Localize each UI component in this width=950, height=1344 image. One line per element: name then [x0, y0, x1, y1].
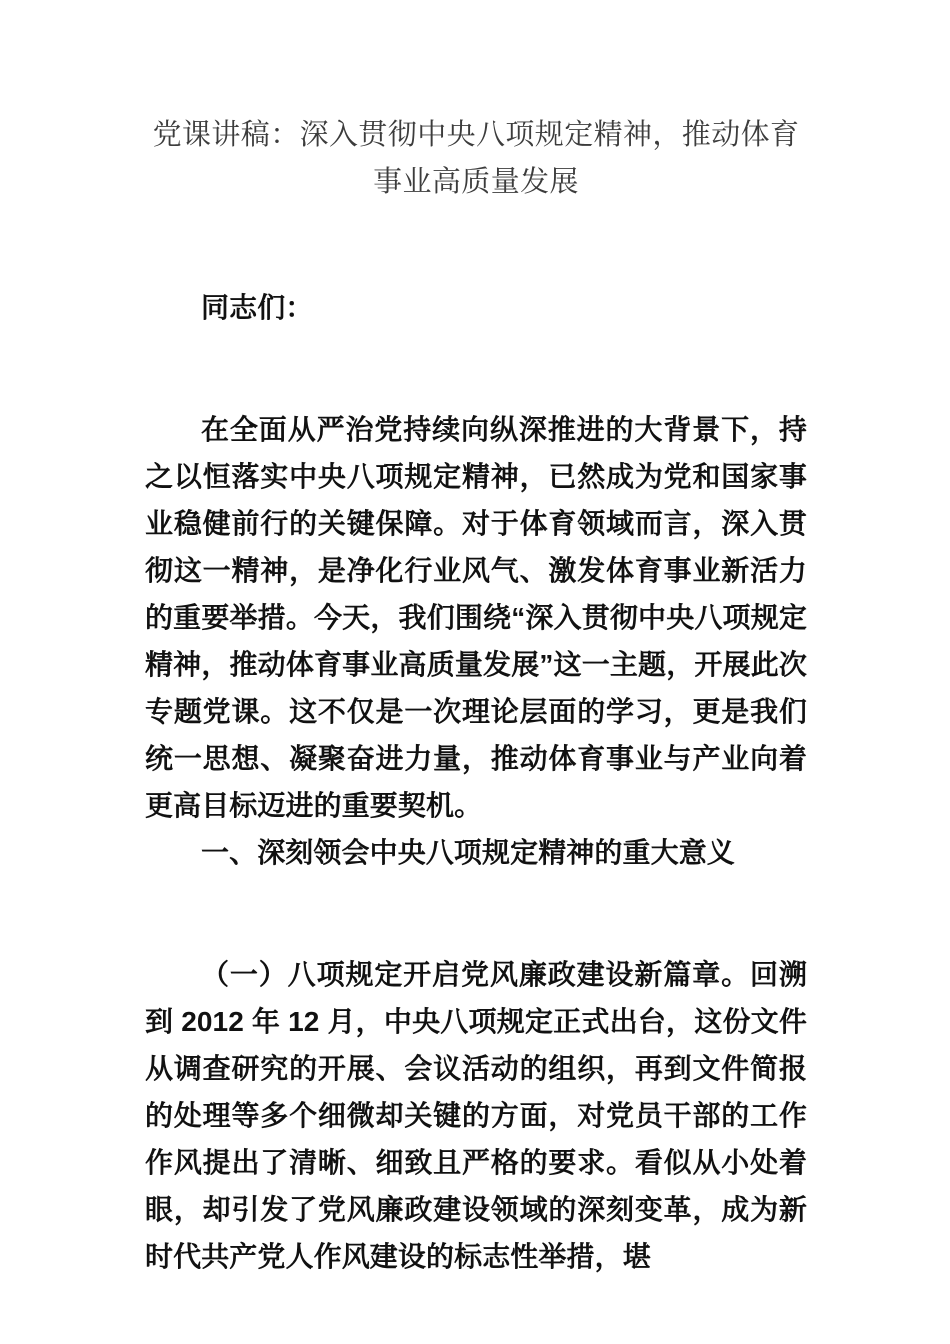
section-heading-1: 一、深刻领会中央八项规定精神的重大意义 — [201, 837, 735, 868]
page-title — [145, 0, 807, 206]
page-title-line-2: 质量发展 — [461, 166, 579, 198]
subsection-paragraph-1: （一）八项规定开启党风廉政建设新篇章。回溯到 2012 年 12 月，中央八项规定正式出台，这份文件从调查研究的开展、会议活动的组织，再到文件简报的处理等多个细微却关键的方面，对党员干部的工作作风提出了清晰、细致且严格的要求。看似从小处着眼，却引发了党风廉政建设领域的深刻变革，成为新时代共产党人作风建设的标志性举措，堪 — [145, 959, 807, 1272]
salutation: 同志们： — [201, 292, 314, 323]
page-title-line-1: 党课讲稿：深入贯彻中央八项规定精神，推动体育事业高 — [152, 119, 800, 198]
document-body — [145, 0, 807, 1280]
intro-paragraph: 在全面从严治党持续向纵深推进的大背景下，持之以恒落实中央八项规定精神，已然成为党和国家事业稳健前行的关键保障。对于体育领域而言，深入贯彻这一精神，是净化行业风气、激发体育事业新活力的重要举措。今天，我们围绕“深入贯彻中央八项规定精神，推动体育事业高质量发展”这一主题，开展此次专题党课。这不仅是一次理论层面的学习，更是我们统一思想、凝聚奋进力量，推动体育事业与产业向着更高目标迈进的重要契机。 — [145, 414, 807, 821]
